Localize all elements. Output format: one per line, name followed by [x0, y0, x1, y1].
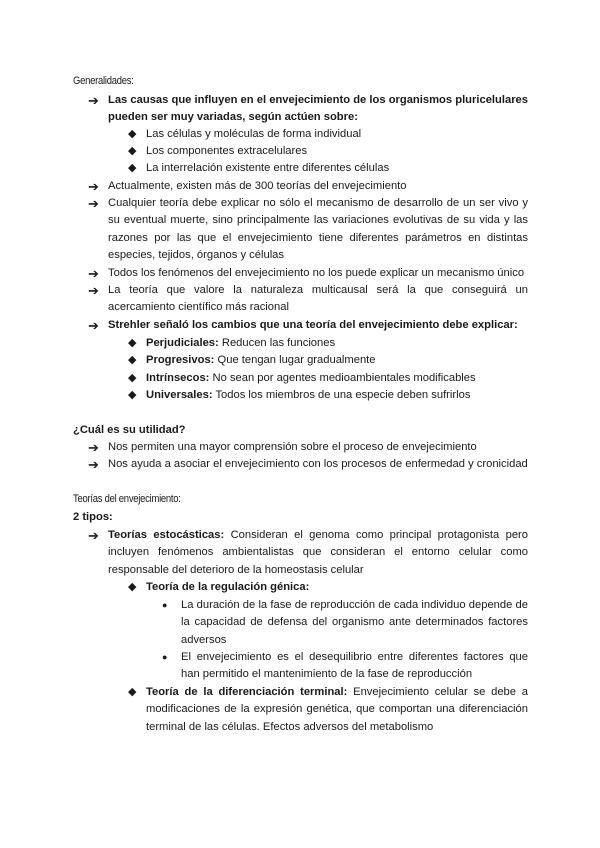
list-item: Strehler señaló los cambios que una teoría del envejecimiento debe explicar:	[108, 319, 518, 331]
term-label: Intrínsecos:	[146, 372, 210, 384]
arrow-icon: ➔	[88, 528, 99, 543]
diamond-icon: ◆	[128, 162, 137, 174]
section-heading-utilidad: ¿Cuál es su utilidad?	[73, 424, 186, 436]
list-item	[146, 335, 335, 352]
arrow-icon: ➔	[88, 457, 99, 472]
bullet-dot-icon: ●	[162, 600, 168, 610]
diamond-icon: ◆	[128, 686, 137, 698]
list-item: Todos los fenómenos del envejecimiento no los puede explicar un mecanismo único	[108, 267, 525, 279]
diamond-icon: ◆	[128, 389, 137, 401]
list-item: Actualmente, existen más de 300 teorías del envejecimiento	[108, 180, 407, 192]
term-description: No sean por agentes medioambientales modificables	[209, 372, 476, 384]
term-description: Reducen las funciones	[218, 337, 336, 349]
arrow-icon: ➔	[88, 283, 99, 298]
term-label: Universales:	[146, 389, 213, 401]
list-item: El envejecimiento es el desequilibrio entre diferentes factores que han permitido el mantenimiento de la fase de reproducción	[181, 651, 528, 681]
list-item: Las causas que influyen en el envejecimiento de los organismos pluricelulares pueden ser muy variadas, según actúen sobre:	[108, 94, 528, 124]
list-item: Cualquier teoría debe explicar no sólo el mecanismo de desarrollo de un ser vivo y su eventual muerte, sino principalmente las variaciones evolutivas de su vida y las razones por las que el envejecimiento tiene diferentes parámetros en distintas especies, tejidos, órganos y células	[108, 197, 528, 262]
term-label: Progresivos:	[146, 354, 215, 366]
diamond-icon: ◆	[128, 581, 137, 593]
term-label: Teorías estocásticas:	[108, 529, 225, 541]
diamond-icon: ◆	[128, 145, 137, 157]
list-item: Las células y moléculas de forma individual	[146, 128, 362, 140]
list-item: La teoría que valore la naturaleza multicausal será la que conseguirá un acercamiento científico más racional	[108, 284, 528, 314]
term-label: Perjudiciales:	[146, 337, 219, 349]
arrow-icon: ➔	[88, 266, 99, 281]
arrow-icon: ➔	[88, 93, 99, 108]
arrow-icon: ➔	[88, 318, 99, 333]
diamond-icon: ◆	[128, 372, 137, 384]
list-item	[146, 352, 376, 369]
section-heading-teorias: Teorías del envejecimiento:	[73, 493, 181, 505]
section-heading-generalidades: Generalidades:	[73, 75, 134, 87]
term-description: Todos los miembros de una especie deben sufrirlos	[212, 389, 471, 401]
term-description: Envejecimiento celular se debe a modificaciones de la expresión genética, que comportan una diferenciación terminal de las células. Efectos adversos del metabolismo	[146, 686, 528, 733]
term-label: Teoría de la diferenciación terminal:	[146, 686, 348, 698]
term-description: Consideran el genoma como principal protagonista pero incluyen fenómenos ambientalistas que consideran el entorno celular como responsable del deterioro de la homeostasis celular	[108, 529, 528, 576]
list-item	[108, 527, 528, 579]
diamond-icon: ◆	[128, 354, 137, 366]
arrow-icon: ➔	[88, 440, 99, 455]
bullet-dot-icon: ●	[162, 652, 168, 662]
list-item	[146, 684, 528, 736]
list-item: La duración de la fase de reproducción de cada individuo depende de la capacidad de defensa del organismo ante determinados factores adversos	[181, 599, 528, 646]
term-description: Que tengan lugar gradualmente	[214, 354, 376, 366]
subsection-heading: Teoría de la regulación génica:	[146, 581, 310, 593]
list-item: Nos permiten una mayor comprensión sobre el proceso de envejecimiento	[108, 441, 477, 453]
list-item: Los componentes extracelulares	[146, 145, 308, 157]
arrow-icon: ➔	[88, 179, 99, 194]
list-item: La interrelación existente entre diferentes células	[146, 162, 390, 174]
diamond-icon: ◆	[128, 337, 137, 349]
list-item	[146, 387, 470, 404]
tipos-label: 2 tipos:	[73, 511, 113, 523]
diamond-icon: ◆	[128, 128, 137, 140]
list-item	[146, 370, 476, 387]
list-item: Nos ayuda a asociar el envejecimiento con los procesos de enfermedad y cronicidad	[108, 458, 528, 470]
arrow-icon: ➔	[88, 196, 99, 211]
